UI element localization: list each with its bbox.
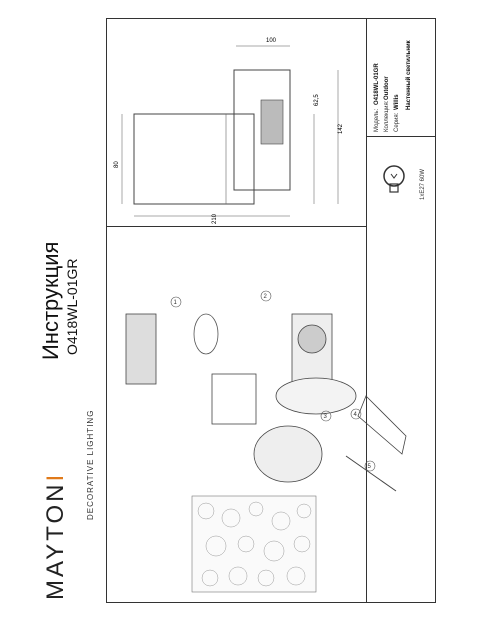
dim-100: 100 [266, 38, 277, 44]
step-1: 1 [173, 300, 177, 306]
divider-specs [366, 136, 436, 137]
spec-type-value: Настенный светильник [406, 40, 412, 110]
spec-series-label: Серия: [394, 112, 400, 132]
dim-142: 142 [338, 123, 344, 134]
brand-logo: MAYTONI [42, 471, 69, 600]
spec-collection-value: Outdoor [384, 76, 390, 100]
step-4: 4 [353, 412, 357, 418]
dimension-drawing [106, 18, 366, 226]
assembly-drawing [106, 226, 436, 602]
page-title: Инструкция [38, 241, 63, 360]
bulb-icon [374, 160, 414, 200]
dim-80: 80 [114, 161, 120, 168]
spec-model-value: O418WL-01GR [374, 63, 380, 105]
dim-62-5: 62,5 [314, 94, 320, 106]
spec-collection-label: Коллекция: [384, 100, 390, 132]
step-5: 5 [367, 464, 371, 470]
step-2: 2 [263, 294, 267, 300]
step-3: 3 [323, 414, 327, 420]
model-number: O418WL-01GR [64, 258, 80, 355]
dim-210: 210 [212, 213, 218, 224]
lamp-spec: 1xE27 60W [420, 168, 426, 200]
spec-series-value: Willis [394, 94, 400, 110]
spec-model-label: Модель: [374, 108, 380, 132]
brand-tagline: DECORATIVE LIGHTING [86, 409, 95, 520]
